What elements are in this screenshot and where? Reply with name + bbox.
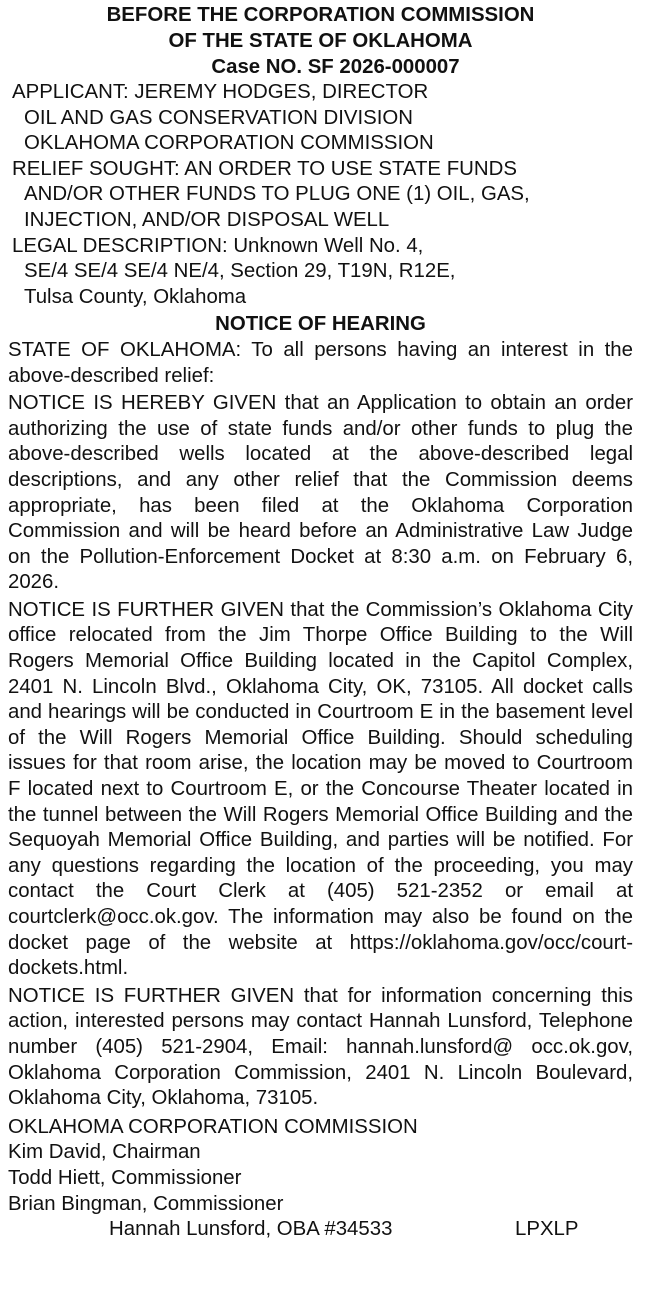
paragraph-hearing-notice: NOTICE IS HEREBY GIVEN that an Application to obtain an order authorizing the use of state funds and/or other funds to plug the above-described wells located at the above-described legal descriptions, and any other relief that the Commission deems appropriate, has been filed at the Oklahoma Corporation Commission and will be heard before an Administrative Law Judge on the Pollution-Enforcement Docket at 8:30 a.m. on February 6, 2026.	[8, 392, 633, 594]
footer	[8, 1217, 633, 1243]
legal-notice	[0, 2, 645, 1302]
applicant-line-3: OKLAHOMA CORPORATION COMMISSION	[24, 132, 434, 155]
legal-line-3: Tulsa County, Oklahoma	[24, 285, 247, 308]
paragraph-location-notice: NOTICE IS FURTHER GIVEN that the Commission’s Oklahoma City office relocated from the Jim Thorpe Office Building to the Will Rogers Memorial Office Building located in the Capitol Complex, 2401 N. Lincoln Blvd., Oklahoma City, OK, 73105. All docket calls and hearings will be conducted in Courtroom E in the basement level of the Will Rogers Memorial Office Building. Should scheduling issues for that room arise, the location may be moved to Courtroom F located next to Courtroom E, or the Concourse Theater located in the tunnel between the Will Rogers Memorial Office Building and the Sequoyah Memorial Office Building, and parties will be notified. For any questions regarding the location of the proceeding, you may contact the Court Clerk at (405) 521-2352 or email at courtclerk@occ.ok.gov. The information may also be found on the docket page of the website at https://oklahoma.gov/occ/court-dockets.html.	[8, 598, 633, 980]
signature-org: OKLAHOMA CORPORATION COMMISSION	[8, 1115, 418, 1138]
relief-line-2: AND/OR OTHER FUNDS TO PLUG ONE (1) OIL, GAS,	[24, 183, 530, 206]
legal-line-1: LEGAL DESCRIPTION: Unknown Well No. 4,	[12, 234, 424, 257]
applicant-line-1: APPLICANT: JEREMY HODGES, DIRECTOR	[12, 81, 429, 103]
signature-member-1: Kim David, Chairman	[8, 1141, 201, 1164]
header-line-1: BEFORE THE CORPORATION COMMISSION	[106, 4, 535, 26]
applicant-block	[12, 80, 633, 157]
signature-member-2: Todd Hiett, Commissioner	[8, 1166, 242, 1189]
relief-line-3: INJECTION, AND/OR DISPOSAL WELL	[24, 208, 390, 231]
legal-line-2: SE/4 SE/4 SE/4 NE/4, Section 29, T19N, R12E,	[24, 260, 456, 283]
relief-line-1: RELIEF SOUGHT: AN ORDER TO USE STATE FUNDS	[12, 157, 517, 180]
notice-title: NOTICE OF HEARING	[215, 313, 426, 336]
header-line-2: OF THE STATE OF OKLAHOMA	[168, 30, 473, 52]
signature-block	[8, 1115, 633, 1217]
case-number: Case NO. SF 2026-000007	[211, 56, 460, 78]
publication-code: LPXLP	[515, 1218, 579, 1241]
relief-block	[12, 157, 633, 234]
legal-description-block	[12, 234, 633, 311]
paragraph-contact-notice: NOTICE IS FURTHER GIVEN that for information concerning this action, interested persons may contact Hannah Lunsford, Telephone number (405) 521-2904, Email: hannah.lunsford@ occ.ok.gov, Oklahoma Corporation Commission, 2401 N. Lincoln Boulevard, Oklahoma City, Oklahoma, 73105.	[8, 984, 633, 1110]
paragraph-addressee: STATE OF OKLAHOMA: To all persons having an interest in the above-described relief:	[8, 338, 633, 387]
signature-member-3: Brian Bingman, Commissioner	[8, 1192, 284, 1215]
applicant-line-2: OIL AND GAS CONSERVATION DIVISION	[24, 106, 414, 129]
notice-header	[8, 2, 633, 80]
attorney-line: Hannah Lunsford, OBA #34533	[109, 1218, 393, 1241]
